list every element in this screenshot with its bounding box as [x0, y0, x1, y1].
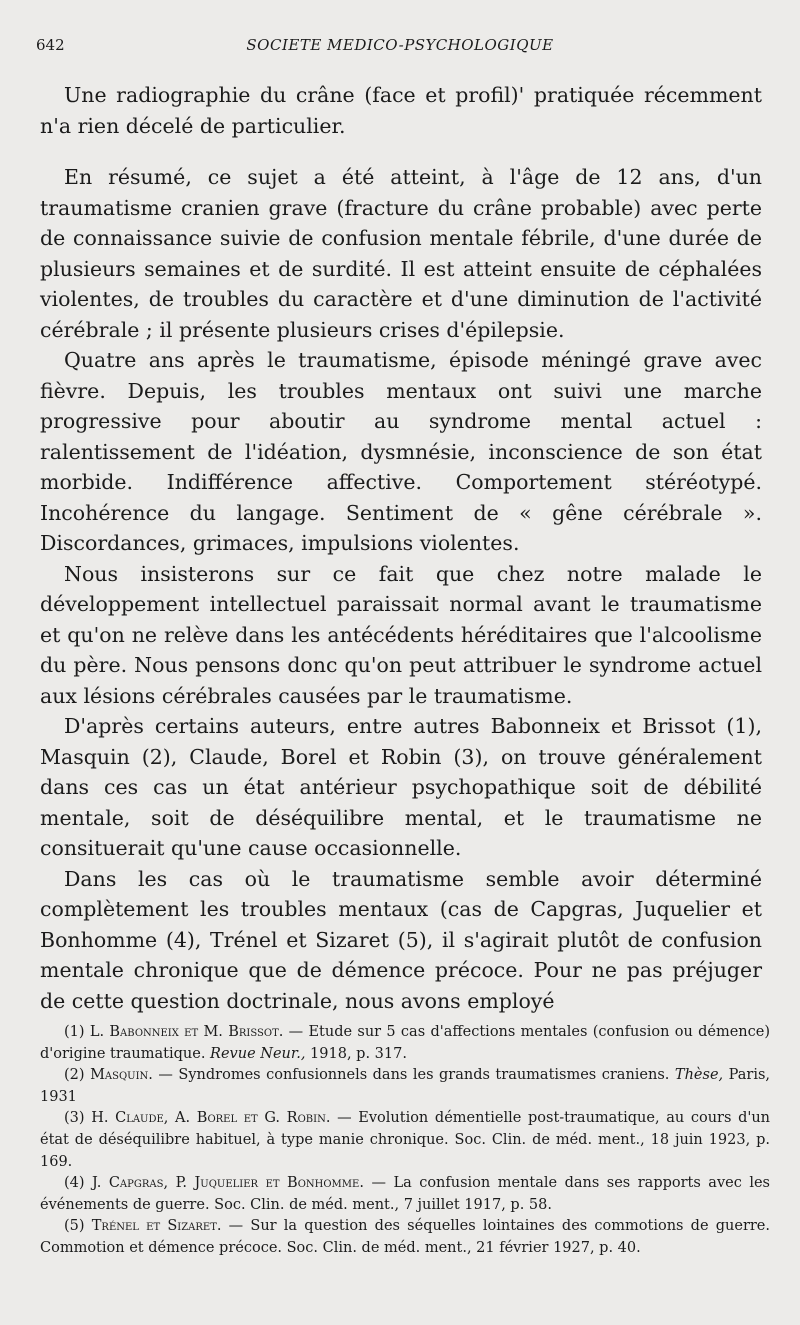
footnote: [40, 1065, 770, 1108]
footnote-authors: J. Capgras, P. Juquelier et Bonhomme.: [92, 1175, 364, 1192]
running-head: SOCIETE MEDICO-PSYCHOLOGIQUE: [246, 36, 554, 54]
footnote: [40, 1022, 770, 1065]
footnote-authors: Trénel et Sizaret.: [91, 1218, 222, 1235]
footnote-number: (4): [64, 1175, 85, 1192]
paragraph: Nous insisterons sur ce fait que chez notre malade le développement intellectuel paraissait normal avant le traumatisme et qu'on ne relève dans les antécédents héréditaires que l'alcoolisme du père. Nous pensons donc qu'on peut attribuer le syndrome actuel aux lésions cérébrales causées par le traumatisme.: [40, 561, 762, 708]
paragraph: En résumé, ce sujet a été atteint, à l'âge de 12 ans, d'un traumatisme cranien grave (fracture du crâne probable) avec perte de connaissance suivie de confusion mentale fébrile, d'une durée de plusieurs semaines et de surdité. Il est atteint ensuite de céphalées violentes, de troubles du caractère et d'une diminution de l'activité cérébrale ; il présente plusieurs crises d'épilepsie.: [40, 165, 762, 342]
footnote-authors: L. Babonneix et M. Brissot.: [89, 1024, 284, 1040]
paragraph: Une radiographie du crâne (face et profil)' pratiquée récemment n'a rien décelé de particulier.: [40, 83, 762, 138]
footnote-journal: Thèse,: [674, 1067, 724, 1084]
footnote-number: (3): [64, 1110, 85, 1127]
footnote-journal: Revue Neur.,: [210, 1045, 306, 1062]
footnote: [40, 1173, 770, 1216]
page-number: 642: [36, 36, 65, 54]
footnote: [40, 1216, 770, 1259]
footnote-text: — Etude sur 5 cas d'affections mentales (confusion ou démence) d'origine traumatique.: [40, 1024, 771, 1062]
footnote-text: — Evolution démentielle post-traumatique, au cours d'un état de déséquilibre habituel, à type manie chronique. Soc. Clin. de méd. ment., 18 juin 1923, p. 169.: [40, 1110, 771, 1170]
footnote-tail: Paris, 1931: [40, 1067, 771, 1105]
footnote-authors: H. Claude, A. Borel et G. Robin.: [91, 1110, 331, 1127]
footnote-number: (1): [64, 1024, 85, 1040]
paragraph: D'après certains auteurs, entre autres Babonneix et Brissot (1), Masquin (2), Claude, Borel et Robin (3), on trouve généralement dans ces cas un état antérieur psychopathique soit de débilité mentale, soit de déséquilibre mental, et le traumatisme ne consituerait qu'une cause occasionnelle.: [40, 714, 762, 860]
footnote-authors: Masquin.: [90, 1067, 153, 1084]
footnotes: [40, 1022, 770, 1260]
footnote-number: (5): [64, 1218, 85, 1235]
paragraph: Dans les cas où le traumatisme semble avoir déterminé complètement les troubles mentaux (cas de Capgras, Juquelier et Bonhomme (4), Trénel et Sizaret (5), il s'agirait plutôt de confusion mentale chronique que de démence précoce. Pour ne pas préjuger de cette question doctrinale, nous avons employé: [40, 866, 762, 1013]
footnote: [40, 1108, 770, 1173]
page-header: [0, 36, 800, 62]
body-text: [40, 80, 762, 1016]
paragraph: Quatre ans après le traumatisme, épisode méningé grave avec fièvre. Depuis, les troubles mentaux ont suivi une marche progressive pour aboutir au syndrome mental actuel : ralentissement de l'idéation, dysmnésie, inconscience de son état morbide. Indifférence affective. Comportement stéréotypé. Incohérence du langage. Sentiment de « gêne cérébrale ». Discordances, grimaces, impulsions violentes.: [40, 348, 762, 555]
footnote-text: — Syndromes confusionnels dans les grands traumatismes craniens.: [152, 1067, 675, 1084]
footnote-number: (2): [64, 1067, 85, 1084]
footnote-tail: 1918, p. 317.: [305, 1045, 407, 1062]
footnote-text: — La confusion mentale dans ses rapports avec les événements de guerre. Soc. Clin. de méd. ment., 7 juillet 1917, p. 58.: [40, 1175, 770, 1213]
footnote-text: — Sur la question des séquelles lointaines des commotions de guerre. Commotion et démence précoce. Soc. Clin. de méd. ment., 21 février 1927, p. 40.: [40, 1218, 770, 1256]
